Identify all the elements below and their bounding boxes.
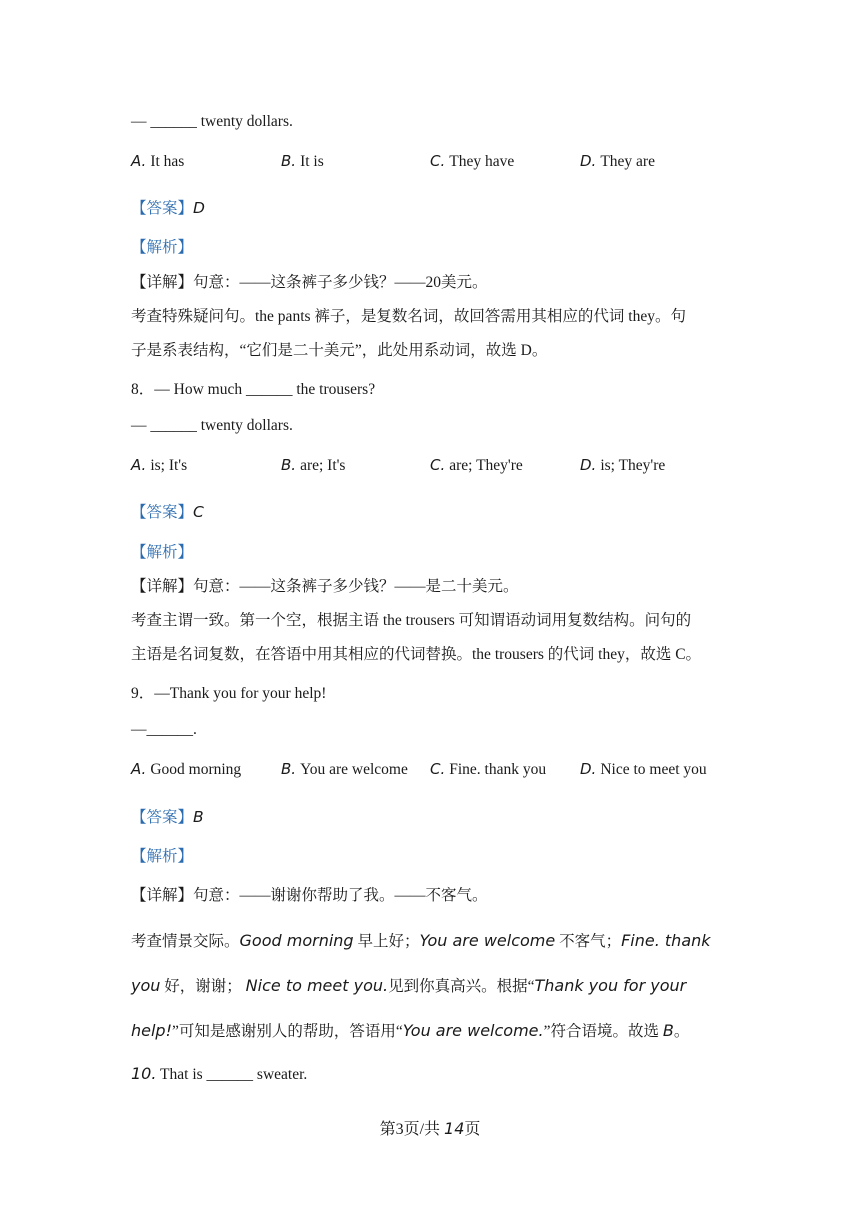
q8-answer: 【答案】C	[131, 503, 204, 521]
q7-option-a: A. It has	[131, 152, 185, 170]
q8-explain-1: 考查主谓一致。第一个空，根据主语 the trousers 可知谓语动词用复数结构。问句的	[131, 612, 692, 629]
q8-analysis-label: 【解析】	[131, 544, 194, 561]
q8-option-c: C. are; They're	[430, 456, 523, 474]
q7-explain-1: 考查特殊疑问句。the pants 裤子，是复数名词，故回答需用其相应的代词 they。句	[131, 308, 686, 325]
q9-answer-line: —______.	[131, 721, 197, 738]
q8-detail: 【详解】句意：——这条裤子多少钱？——是二十美元。	[131, 578, 519, 595]
q9-explain-line-2: you 好，谢谢； Nice to meet you.见到你真高兴。根据“Thank you for your	[131, 976, 687, 995]
q7-option-c: C. They have	[430, 152, 515, 170]
q9-option-d: D. Nice to meet you	[580, 760, 707, 778]
q9-question: 9．—Thank you for your help!	[131, 685, 327, 702]
q7-detail: 【详解】句意：——这条裤子多少钱？——20美元。	[131, 274, 488, 291]
q9-answer: 【答案】B	[131, 808, 204, 826]
q8-answer-line: — ______ twenty dollars.	[131, 417, 293, 434]
q8-explain-2: 主语是名词复数，在答语中用其相应的代词替换。the trousers 的代词 they，故选 C。	[131, 646, 702, 663]
q8-question: 8．— How much ______ the trousers?	[131, 381, 376, 398]
q8-option-a: A. is; It's	[131, 456, 188, 474]
q9-detail: 【详解】句意：——谢谢你帮助了我。——不客气。	[131, 887, 488, 904]
q8-option-d: D. is; They're	[580, 456, 666, 474]
q7-answer: 【答案】D	[131, 199, 205, 217]
q9-option-c: C. Fine. thank you	[430, 760, 547, 778]
page-footer: 第3页/共 14页	[379, 1119, 481, 1138]
q9-explain-line-3: help!”可知是感谢别人的帮助，答语用“You are welcome.”符合语境。故选 B。	[131, 1021, 690, 1040]
q7-option-b: B. It is	[281, 152, 324, 170]
q8-option-b: B. are; It's	[281, 456, 346, 474]
q9-option-a: A. Good morning	[131, 760, 242, 778]
q9-explain-line-1: 考查情景交际。Good morning 早上好；You are welcome 不客气；Fine. thank	[131, 931, 711, 950]
q9-option-b: B. You are welcome	[281, 760, 408, 778]
q10-question: 10. That is ______ sweater.	[131, 1064, 308, 1083]
q7-answer-line: — ______ twenty dollars.	[131, 113, 293, 130]
q7-option-d: D. They are	[580, 152, 655, 170]
q7-explain-2: 子是系表结构，“它们是二十美元”，此处用系动词，故选 D。	[131, 342, 548, 359]
q7-analysis-label: 【解析】	[131, 239, 194, 256]
q9-analysis-label: 【解析】	[131, 848, 194, 865]
